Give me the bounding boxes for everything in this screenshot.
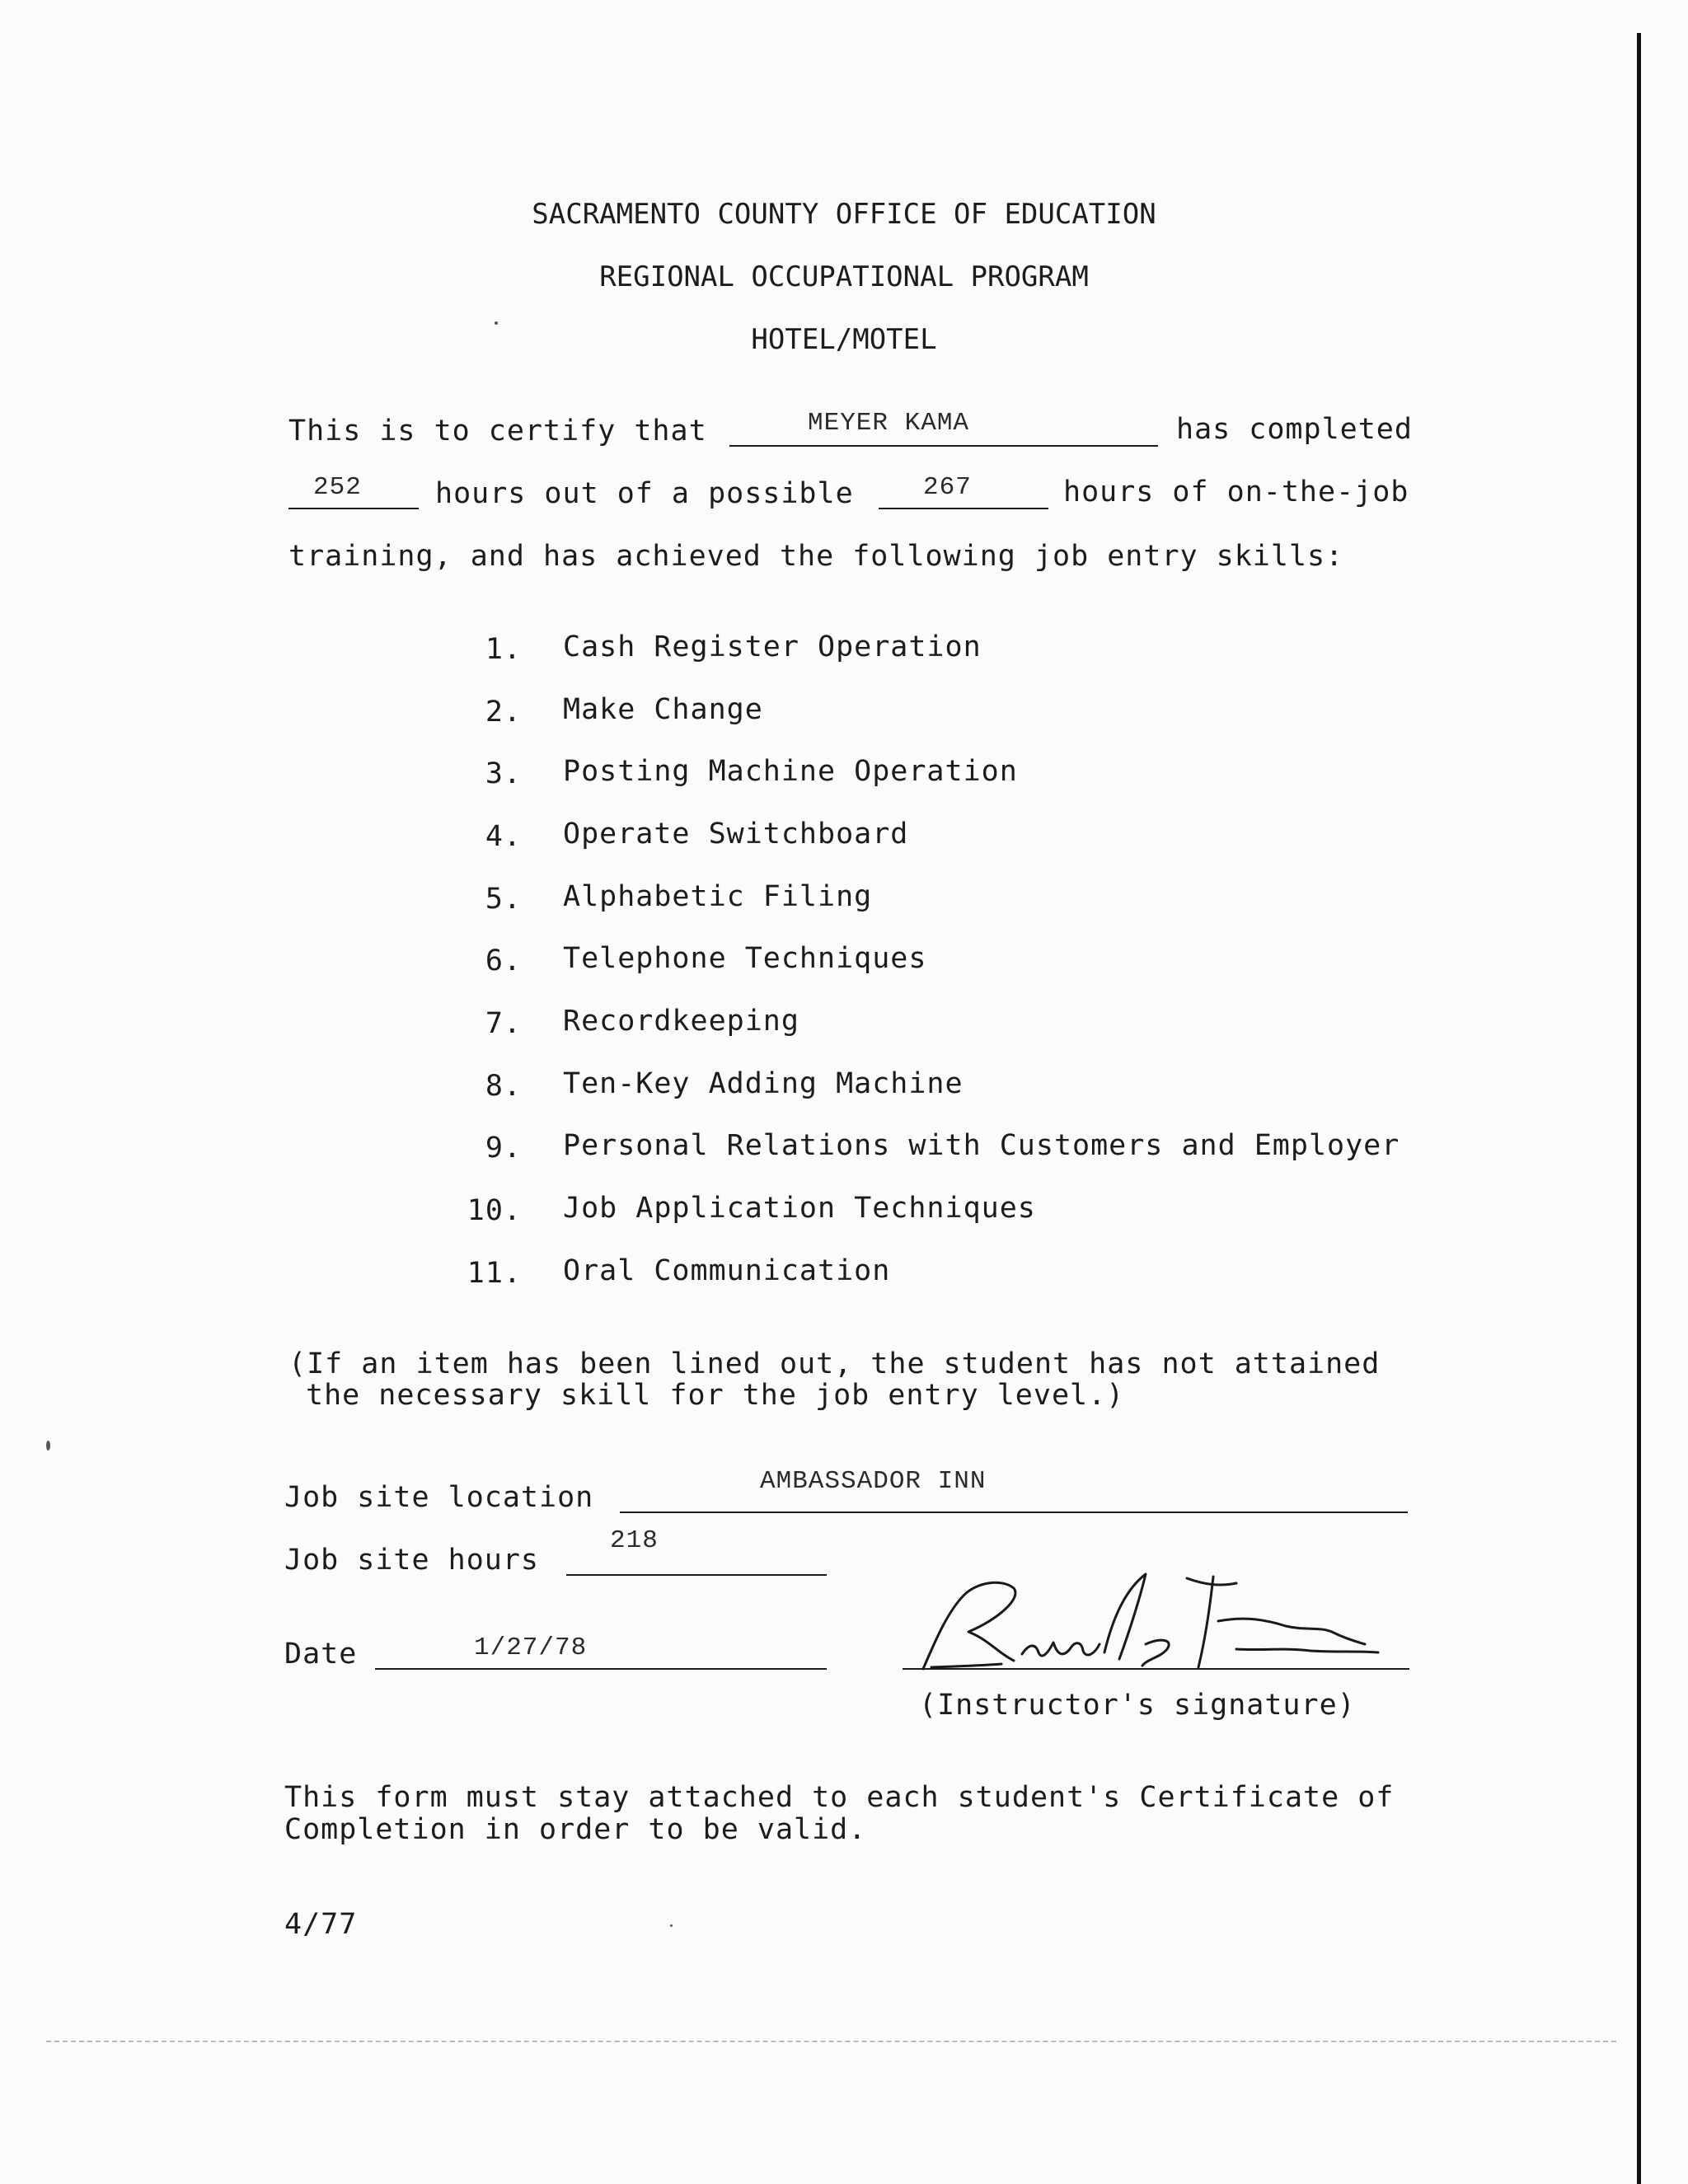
skill-item: Make Change (563, 693, 763, 726)
skill-number: 9. (485, 1132, 522, 1165)
skill-number: 8. (485, 1070, 522, 1103)
job-site-hours: 218 (610, 1526, 659, 1555)
skill-item: Recordkeeping (563, 1005, 799, 1038)
date-value: 1/27/78 (474, 1633, 588, 1662)
scan-speck (495, 321, 498, 325)
scan-edge-bottom (46, 2041, 1616, 2042)
skill-item: Cash Register Operation (563, 630, 982, 663)
skill-item: Alphabetic Filing (563, 880, 873, 913)
form-code: 4/77 (284, 1908, 358, 1941)
hours-ojt-text: hours of on-the-job (1063, 476, 1409, 509)
skill-item: Job Application Techniques (563, 1192, 1036, 1225)
date-label: Date (284, 1638, 358, 1671)
skill-number: 10. (467, 1194, 522, 1227)
header-line-3: HOTEL/MOTEL (751, 323, 937, 356)
skill-number: 3. (485, 757, 522, 790)
header-line-1: SACRAMENTO COUNTY OFFICE OF EDUCATION (532, 198, 1156, 231)
skill-item: Oral Communication (563, 1254, 891, 1287)
instructor-signature (898, 1562, 1393, 1685)
certify-line-3: training, and has achieved the following job entry skills: (288, 540, 1344, 573)
skill-number: 11. (467, 1257, 522, 1290)
signature-caption: (Instructor's signature) (919, 1689, 1356, 1722)
header-line-2: REGIONAL OCCUPATIONAL PROGRAM (599, 260, 1089, 293)
job-site-hours-label: Job site hours (284, 1544, 540, 1577)
has-completed-text: has completed (1176, 413, 1413, 446)
footer-line-1: This form must stay attached to each student's Certificate of (284, 1781, 1395, 1814)
skill-item: Telephone Techniques (563, 942, 927, 975)
scan-speck (46, 1441, 50, 1451)
note-line-1: (If an item has been lined out, the student has not attained (288, 1347, 1381, 1380)
skill-number: 1. (485, 633, 522, 666)
footer-line-2: Completion in order to be valid. (284, 1813, 867, 1846)
hours-possible-line (879, 508, 1048, 509)
skill-number: 5. (485, 883, 522, 916)
skill-item: Operate Switchboard (563, 818, 909, 851)
note-line-2: the necessary skill for the job entry level.) (306, 1379, 1125, 1412)
skill-number: 7. (485, 1007, 522, 1040)
student-name: MEYER KAMA (808, 409, 970, 438)
skill-item: Ten-Key Adding Machine (563, 1067, 964, 1100)
hours-out-of-text: hours out of a possible (435, 477, 854, 510)
job-site-hours-line (566, 1574, 827, 1576)
hours-completed-line (288, 508, 419, 509)
student-name-line (729, 445, 1158, 447)
job-site-location-label: Job site location (284, 1481, 594, 1514)
certify-prefix: This is to certify that (288, 415, 707, 448)
job-site-location: AMBASSADOR INN (760, 1467, 987, 1496)
job-site-location-line (620, 1511, 1408, 1513)
skill-item: Posting Machine Operation (563, 755, 1018, 788)
hours-possible: 267 (923, 473, 972, 502)
skill-number: 6. (485, 944, 522, 977)
skill-number: 2. (485, 696, 522, 729)
date-line (375, 1668, 827, 1670)
scan-speck (670, 1924, 673, 1927)
hours-completed: 252 (313, 473, 362, 502)
skill-number: 4. (485, 820, 522, 853)
skill-item: Personal Relations with Customers and Employer (563, 1129, 1400, 1162)
scan-edge-right (1637, 33, 1641, 2184)
